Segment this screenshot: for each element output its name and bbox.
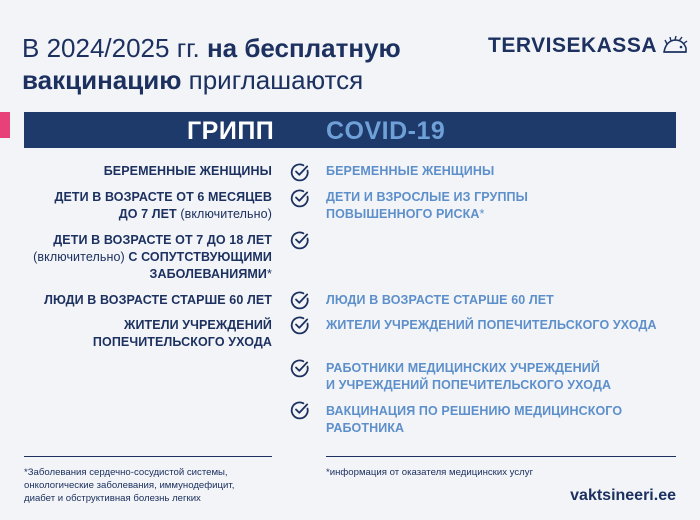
check-circle-icon <box>290 358 310 378</box>
flu-column-header: ГРИПП <box>187 117 275 145</box>
check-circle-icon <box>290 230 310 250</box>
check-circle-icon <box>290 290 310 310</box>
covid-item-medical-decision: ВАКЦИНАЦИЯ ПО РЕШЕНИЮ МЕДИЦИНСКОГО РАБОТНИКА <box>326 404 623 435</box>
check-circle-icon <box>290 188 310 208</box>
footnote-divider-left <box>24 456 272 457</box>
hedgehog-logo-icon <box>661 35 689 57</box>
accent-stripe <box>0 112 10 138</box>
covid-column-header: COVID-19 <box>326 117 446 145</box>
covid-item-over-60: ЛЮДИ В ВОЗРАСТЕ СТАРШЕ 60 ЛЕТ <box>326 293 554 307</box>
check-circle-icon <box>290 400 310 420</box>
check-circle-icon <box>290 315 310 335</box>
covid-item-care-residents: ЖИТЕЛИ УЧРЕЖДЕНИЙ ПОПЕЧИТЕЛЬСКОГО УХОДА <box>326 318 657 332</box>
footnote-divider-right <box>326 456 676 457</box>
flu-item-over-60: ЛЮДИ В ВОЗРАСТЕ СТАРШЕ 60 ЛЕТ <box>44 293 272 307</box>
logo-text: TERVISEKASSA <box>488 34 657 57</box>
website-link[interactable]: vaktsineeri.ee <box>570 487 676 504</box>
flu-item-pregnant: БЕРЕМЕННЫЕ ЖЕНЩИНЫ <box>103 164 272 178</box>
page-title: В 2024/2025 гг. на бесплатную вакцинацию приглашаются <box>22 33 401 95</box>
covid-item-high-risk: ДЕТИ И ВЗРОСЛЫЕ ИЗ ГРУППЫ ПОВЫШЕННОГО РИСКА* <box>326 190 528 221</box>
check-circle-icon <box>290 162 310 182</box>
flu-item-children-7-18: ДЕТИ В ВОЗРАСТЕ ОТ 7 ДО 18 ЛЕТ (включительно) С СОПУТСТВУЮЩИМИ ЗАБОЛЕВАНИЯМИ* <box>33 233 272 281</box>
flu-item-care-residents: ЖИТЕЛИ УЧРЕЖДЕНИЙ ПОПЕЧИТЕЛЬСКОГО УХОДА <box>92 318 272 349</box>
flu-item-children-6m-7y: ДЕТИ В ВОЗРАСТЕ ОТ 6 МЕСЯЦЕВ ДО 7 ЛЕТ (включительно) <box>54 190 272 221</box>
tervisekassa-logo <box>488 34 689 58</box>
covid-item-pregnant: БЕРЕМЕННЫЕ ЖЕНЩИНЫ <box>326 164 495 178</box>
footnote-comorbidities: *Заболевания сердечно-сосудистой системы, онкологические заболевания, иммунодефицит, диабет и обструктивная болезнь легких <box>24 467 235 504</box>
footnote-provider-info: *информация от оказателя медицинских услуг <box>326 467 534 478</box>
covid-item-health-workers: РАБОТНИКИ МЕДИЦИНСКИХ УЧРЕЖДЕНИЙ И УЧРЕЖДЕНИЙ ПОПЕЧИТЕЛЬСКОГО УХОДА <box>326 361 612 392</box>
